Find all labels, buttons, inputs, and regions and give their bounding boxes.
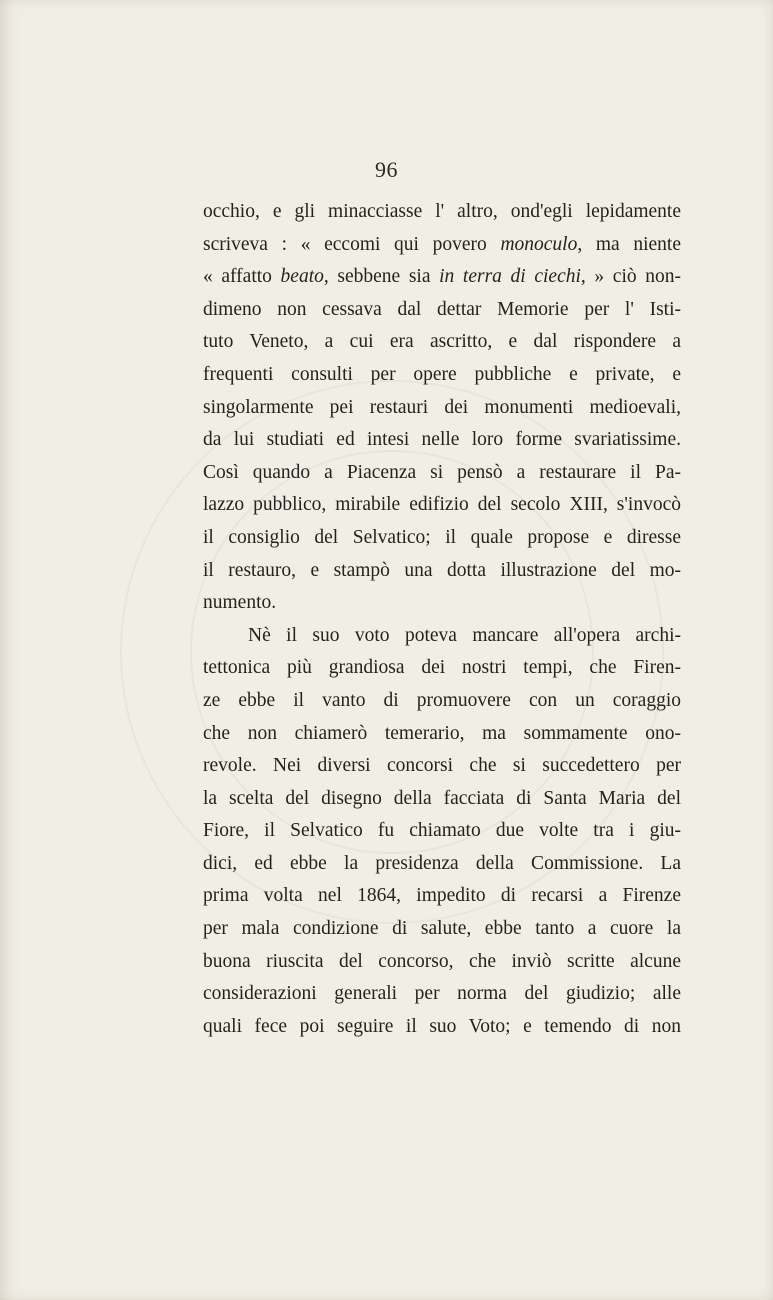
text-line: ze ebbe il vanto di promuovere con un coraggio xyxy=(203,689,681,711)
italic-text: in terra di ciechi xyxy=(439,266,581,288)
italic-text: beato xyxy=(280,266,324,288)
text-line: Così quando a Piacenza si pensò a restaurare il Pa- xyxy=(203,461,681,483)
text-line: da lui studiati ed intesi nelle loro forme svariatissime. xyxy=(203,429,681,451)
text-line: prima volta nel 1864, impedito di recarsi a Firenze xyxy=(203,885,681,907)
body-text xyxy=(203,196,681,1043)
text-line: tettonica più grandiosa dei nostri tempi, che Firen- xyxy=(203,657,681,679)
text-line: singolarmente pei restauri dei monumenti medioevali, xyxy=(203,396,681,418)
text-line: buona riuscita del concorso, che inviò scritte alcune xyxy=(203,950,681,972)
text-line: dici, ed ebbe la presidenza della Commissione. La xyxy=(203,852,681,874)
text-line: scriveva : « eccomi qui povero monoculo, ma niente xyxy=(203,233,681,255)
text-line: quali fece poi seguire il suo Voto; e temendo di non xyxy=(203,1015,681,1037)
text-line: « affatto beato, sebbene sia in terra di ciechi, » ciò non- xyxy=(203,266,682,288)
text-line: numento. xyxy=(203,592,277,614)
text-line: frequenti consulti per opere pubbliche e private, e xyxy=(203,363,681,385)
text-line: che non chiamerò temerario, ma sommamente ono- xyxy=(203,722,681,744)
text-line: la scelta del disegno della facciata di Santa Maria del xyxy=(203,787,681,809)
text-line: il restauro, e stampò una dotta illustrazione del mo- xyxy=(203,559,681,581)
italic-text: monoculo xyxy=(500,233,578,255)
text-line: considerazioni generali per norma del giudizio; alle xyxy=(203,983,681,1005)
text-line: lazzo pubblico, mirabile edifizio del secolo XIII, s'invocò xyxy=(203,494,681,516)
text-line: per mala condizione di salute, ebbe tanto a cuore la xyxy=(203,918,681,940)
text-line: dimeno non cessava dal dettar Memorie per l' Isti- xyxy=(203,298,681,320)
text-line: revole. Nei diversi concorsi che si succedettero per xyxy=(203,755,681,777)
text-line: tuto Veneto, a cui era ascritto, e dal rispondere a xyxy=(203,331,681,353)
text-line: Nè il suo voto poteva mancare all'opera archi- xyxy=(248,624,681,646)
text-line: il consiglio del Selvatico; il quale propose e diresse xyxy=(203,526,681,548)
text-line: Fiore, il Selvatico fu chiamato due volte tra i giu- xyxy=(203,820,681,842)
page-number: 96 xyxy=(375,157,398,182)
text-line: occhio, e gli minacciasse l' altro, ond'egli lepidamente xyxy=(203,201,681,222)
